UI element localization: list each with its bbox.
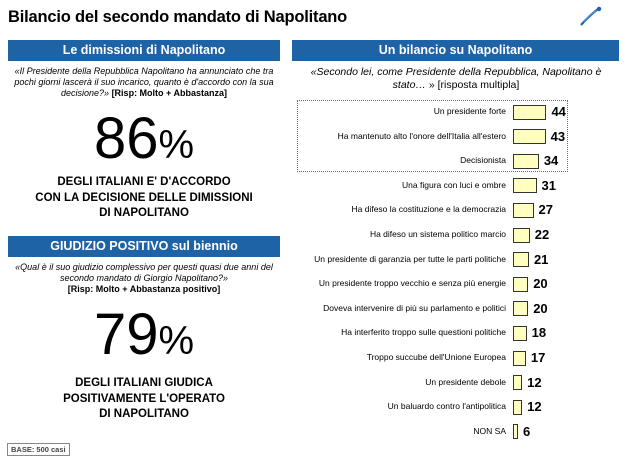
bilancio-header: Un bilancio su Napolitano (292, 40, 619, 61)
bar (513, 129, 546, 144)
bar (513, 375, 522, 390)
bilancio-question-note: » [risposta multipla] (425, 79, 520, 91)
bar-label: Ha mantenuto alto l'onore dell'Italia all'estero (337, 130, 506, 141)
giudizio-percent-sign: % (158, 319, 195, 363)
bilancio-question-text: «Secondo lei, come Presidente della Repubblica, Napolitano è stato… (310, 66, 602, 91)
giudizio-caption-line2: POSITIVAMENTE L'OPERATO (63, 392, 225, 405)
base-note: BASE: 500 casi (7, 443, 70, 456)
bar-value-label: 18 (531, 325, 547, 341)
bar-value-label: 6 (523, 423, 531, 439)
bar-value-label: 27 (538, 202, 553, 218)
bar-label: Decisionista (460, 155, 506, 166)
bar-label: Doveva intervenire di più su parlamento e politici (323, 302, 506, 313)
bar-label: Un presidente di garanzia per tutte le parti politiche (314, 253, 506, 264)
giudizio-value: 79 (93, 302, 159, 367)
bar-value-label: 20 (533, 300, 548, 316)
bar (513, 252, 529, 267)
giudizio-question-risp: [Risp: Molto + Abbastanza positivo] (67, 284, 221, 294)
bar (513, 154, 539, 169)
bar-value-label: 22 (534, 227, 550, 242)
bar (513, 105, 546, 120)
giudizio-caption-line3: DI NAPOLITANO (99, 408, 189, 420)
bar-value-label: 44 (551, 104, 566, 119)
giudizio-caption-line1: DEGLI ITALIANI GIUDICA (75, 377, 213, 389)
bar (513, 178, 537, 193)
bilancio-question (296, 66, 616, 92)
bar-label: Un presidente debole (425, 376, 506, 387)
bar-label: Ha interferito troppo sulle questioni politiche (341, 327, 506, 338)
dimissioni-question-risp: [Risp: Molto + Abbastanza] (111, 88, 227, 98)
bar (513, 424, 518, 439)
dimissioni-caption-line2: CON LA DECISIONE DELLE DIMISSIONI (35, 191, 253, 204)
bar (513, 228, 530, 243)
bar-value-label: 21 (533, 251, 549, 267)
dimissioni-value: 86 (93, 106, 159, 171)
bar-label: Ha difeso la costituzione e la democrazia (351, 204, 506, 215)
giudizio-caption (8, 376, 280, 423)
bar-value-label: 20 (533, 276, 548, 292)
bar-value-label: 31 (541, 177, 557, 193)
bar-label: Una figura con luci e ombre (402, 179, 506, 190)
bar-label: Un baluardo contro l'antipolitica (387, 401, 506, 412)
bar (513, 351, 526, 366)
dimissioni-percent-sign: % (158, 123, 195, 167)
bar (513, 400, 522, 415)
bar-label: Ha difeso un sistema politico marcio (369, 229, 506, 239)
dimissioni-caption-line3: DI NAPOLITANO (99, 207, 189, 219)
bar-label: NON SA (473, 425, 506, 436)
dimissioni-question-text: «Il Presidente della Repubblica Napolitano ha annunciato che tra pochi giorni lascerà il suo incarico, quanto è d'accordo con la sua decisione?» (14, 66, 274, 98)
dimissioni-caption (8, 175, 280, 222)
bar (513, 326, 527, 341)
bar-label: Un presidente troppo vecchio e senza più energie (318, 278, 506, 289)
bar-label: Un presidente forte (433, 106, 506, 116)
bar-value-label: 34 (543, 153, 559, 169)
giudizio-question-text: «Qual è il suo giudizio complessivo per questi quasi due anni del secondo mandato di Giorgio Napolitano?» (15, 262, 273, 283)
bar-value-label: 12 (527, 399, 542, 415)
dimissioni-caption-line1: DEGLI ITALIANI E' D'ACCORDO (57, 176, 231, 188)
bar-value-label: 43 (550, 128, 566, 144)
dimissioni-percentage (8, 106, 280, 171)
bar (513, 277, 528, 292)
bar (513, 203, 534, 218)
dimissioni-question (10, 66, 278, 99)
dimissioni-header: Le dimissioni di Napolitano (8, 40, 280, 61)
bar-value-label: 17 (530, 350, 546, 365)
bar-label: Troppo succube dell'Unione Europea (366, 352, 506, 362)
giudizio-percentage (8, 302, 280, 367)
bar (513, 301, 528, 316)
page-title: Bilancio del secondo mandato di Napolitano (8, 8, 348, 26)
bar-value-label: 12 (527, 374, 542, 390)
giudizio-header: GIUDIZIO POSITIVO sul biennio (8, 236, 280, 257)
pen-logo-icon (578, 4, 604, 28)
giudizio-question (10, 262, 278, 295)
